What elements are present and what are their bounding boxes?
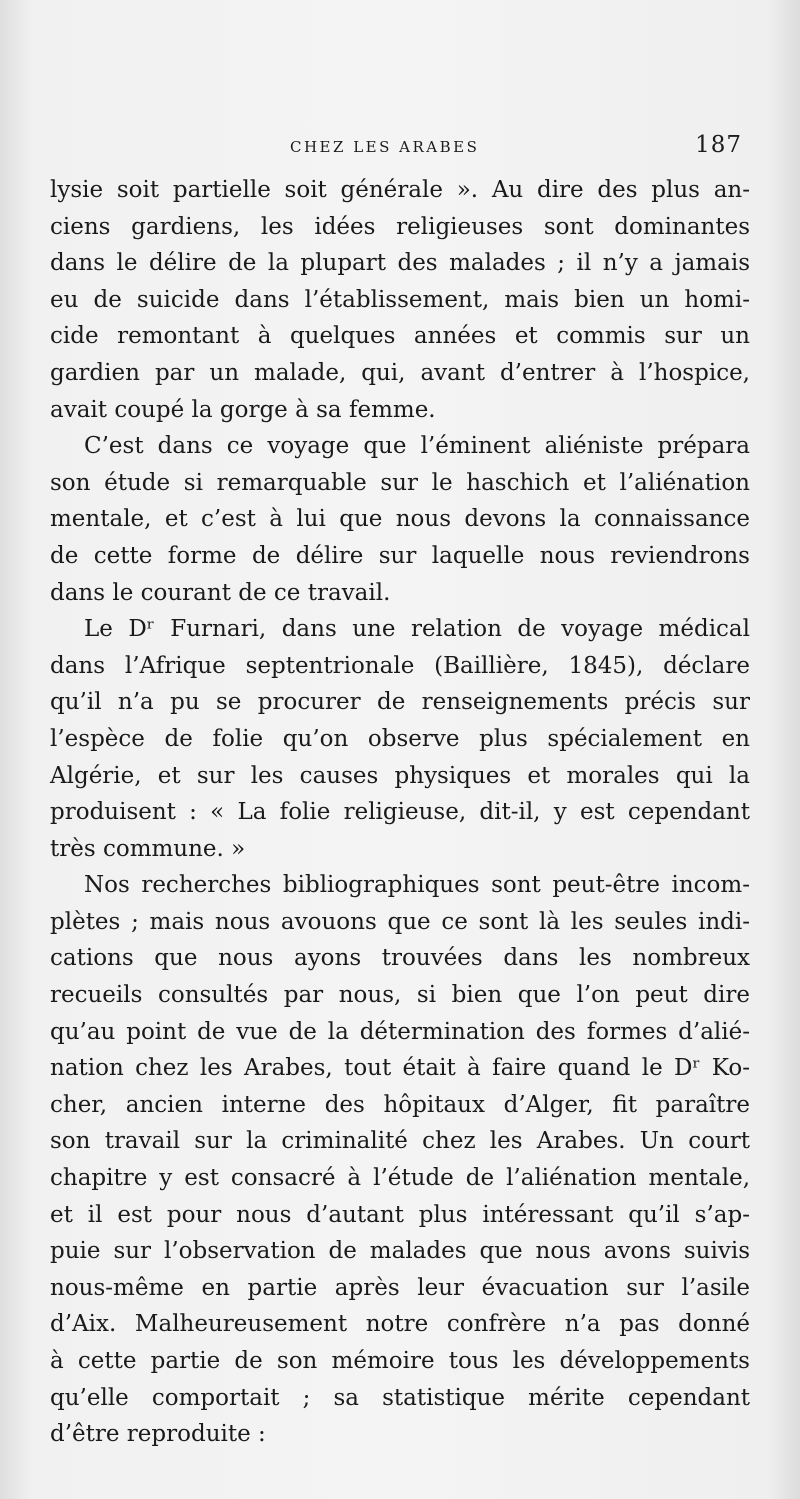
text-line: Nos recherches bibliographiques sont peut-être incom- <box>84 872 750 899</box>
text-line: l’espèce de folie qu’on observe plus spécialement en <box>50 725 750 752</box>
running-head: CHEZ LES ARABES <box>290 138 480 156</box>
text-line: nous-même en partie après leur évacuation sur l’asile <box>50 1274 750 1301</box>
text-line: plètes ; mais nous avouons que ce sont là les seules indi- <box>50 908 750 935</box>
page-header <box>50 132 742 162</box>
text-line: qu’au point de vue de la détermination des formes d’alié- <box>50 1018 750 1045</box>
text-line: puie sur l’observation de malades que nous avons suivis <box>50 1238 750 1265</box>
text-line: C’est dans ce voyage que l’éminent aliéniste prépara <box>84 433 750 460</box>
text-line: lysie soit partielle soit générale ». Au dire des plus an- <box>50 177 750 203</box>
text-line: Le Dʳ Furnari, dans une relation de voyage médical <box>84 616 750 643</box>
text-line: cations que nous ayons trouvées dans les nombreux <box>50 945 750 972</box>
text-line: à cette partie de son mémoire tous les développements <box>50 1348 750 1374</box>
text-line: d’Aix. Malheureusement notre confrère n’a pas donné <box>50 1311 750 1338</box>
text-line: qu’il n’a pu se procurer de renseignements précis sur <box>50 689 750 716</box>
text-line: avait coupé la gorge à sa femme. <box>50 396 436 423</box>
text-line: eu de suicide dans l’établissement, mais bien un homi- <box>50 286 750 313</box>
text-line: de cette forme de délire sur laquelle nous reviendrons <box>50 542 750 569</box>
text-line: son travail sur la criminalité chez les Arabes. Un court <box>50 1128 750 1155</box>
text-line: nation chez les Arabes, tout était à faire quand le Dʳ Ko- <box>50 1055 750 1082</box>
text-line: dans le délire de la plupart des malades ; il n’y a jamais <box>50 250 750 277</box>
text-line: d’être reproduite : <box>50 1421 266 1448</box>
text-line: produisent : « La folie religieuse, dit-il, y est cependant <box>50 799 750 826</box>
text-line: chapitre y est consacré à l’étude de l’aliénation mentale, <box>50 1165 750 1192</box>
page-number: 187 <box>695 132 742 158</box>
text-line: son étude si remarquable sur le haschich et l’aliénation <box>50 469 750 496</box>
text-line: très commune. » <box>50 835 246 862</box>
text-line: cide remontant à quelques années et commis sur un <box>50 323 750 350</box>
text-line: dans l’Afrique septentrionale (Baillière, 1845), déclare <box>50 652 750 679</box>
text-line: qu’elle comportait ; sa statistique mérite cependant <box>50 1384 750 1411</box>
text-line: dans le courant de ce travail. <box>50 579 391 606</box>
text-line: cher, ancien interne des hôpitaux d’Alger, fit paraître <box>50 1091 750 1118</box>
text-line: Algérie, et sur les causes physiques et morales qui la <box>50 762 750 789</box>
text-line: ciens gardiens, les idées religieuses sont dominantes <box>50 213 750 240</box>
text-line: recueils consultés par nous, si bien que l’on peut dire <box>50 982 750 1009</box>
body-text <box>50 172 750 1453</box>
text-line: mentale, et c’est à lui que nous devons la connaissance <box>50 506 750 533</box>
text-line: gardien par un malade, qui, avant d’entrer à l’hospice, <box>50 359 750 386</box>
text-line: et il est pour nous d’autant plus intéressant qu’il s’ap- <box>50 1201 750 1228</box>
